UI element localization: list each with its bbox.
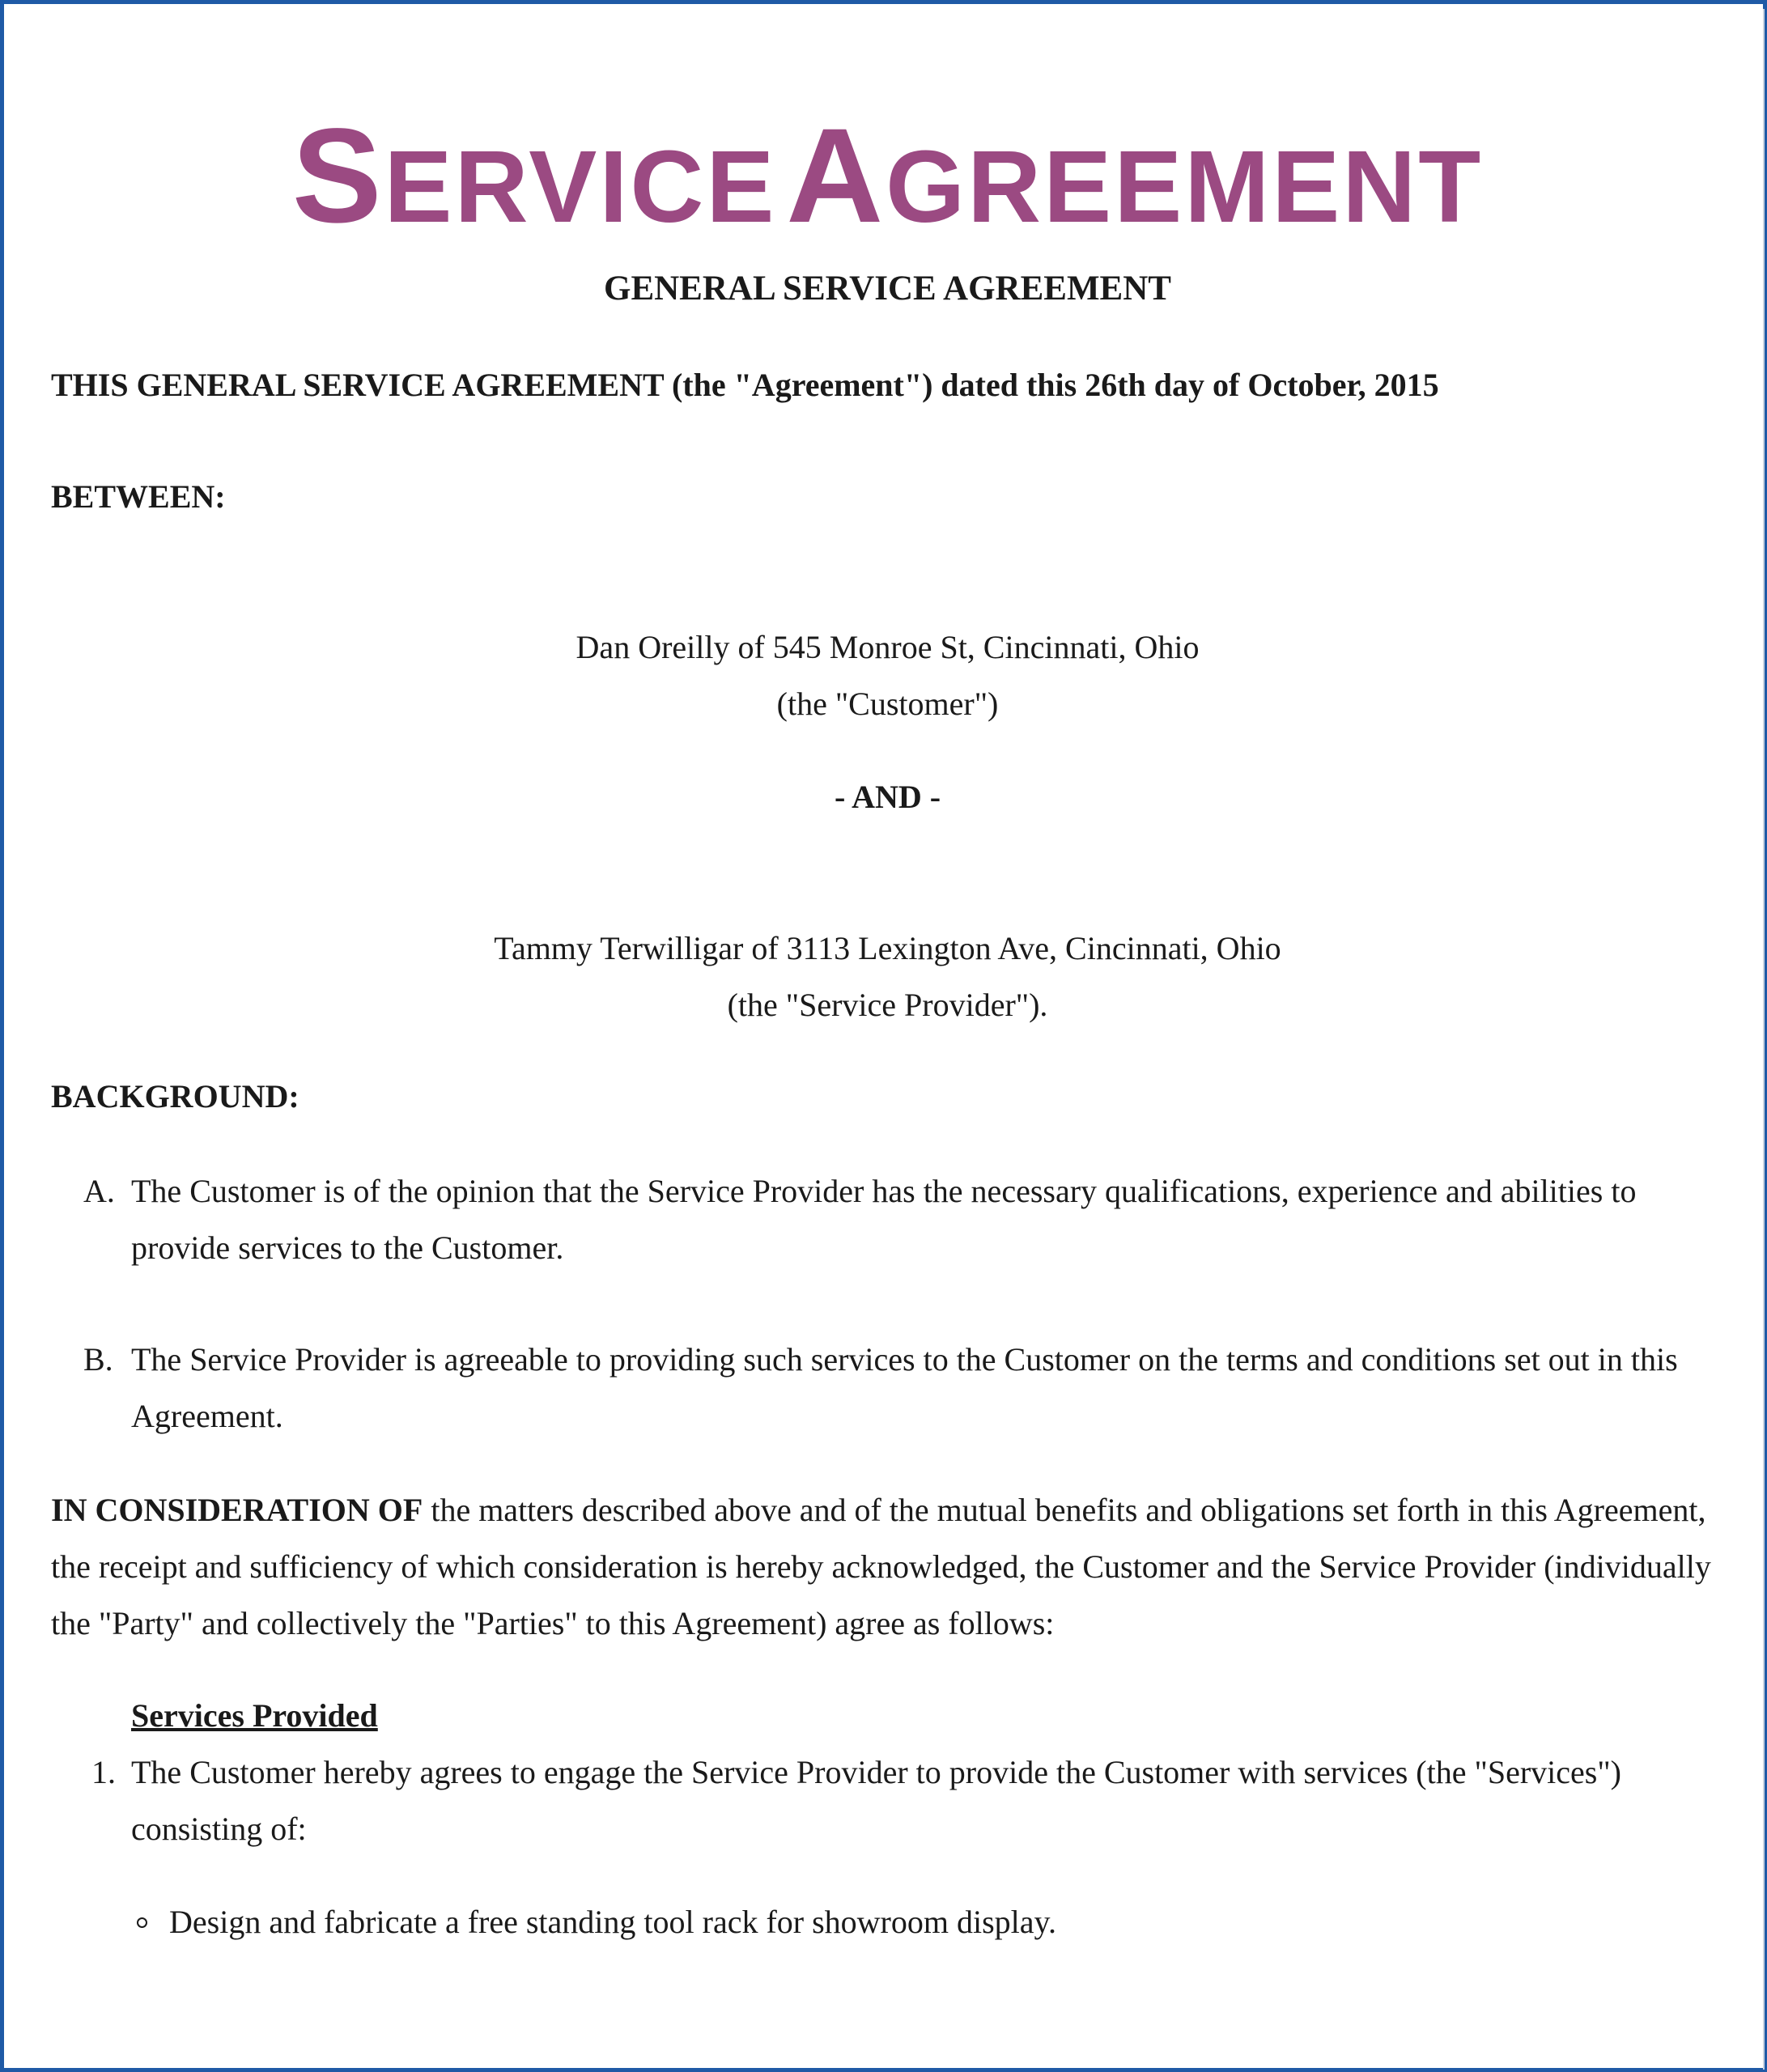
numbered-item-1-marker: 1. [91,1754,116,1790]
numbered-item-1-line2: consisting of: [131,1811,307,1847]
document-title [4,101,1767,251]
background-item-b-marker: B. [83,1341,113,1378]
background-item-a-line1: The Customer is of the opinion that the Service Provider has the necessary qualifications, experience and abilities to [131,1173,1637,1209]
title-word-service: ERVICE [384,130,777,244]
provider-line: Tammy Terwilligar of 3113 Lexington Ave, Cincinnati, Ohio [494,930,1281,966]
consideration-line1 [51,1482,1705,1539]
and-separator: - AND - [834,779,941,815]
customer-role: (the "Customer") [776,686,999,722]
intro-paragraph: THIS GENERAL SERVICE AGREEMENT (the "Agreement") dated this 26th day of October, 2015 [51,367,1439,403]
title-word-agreement: GREEMENT [886,130,1484,244]
title-initial-a: A [786,101,886,251]
hollow-bullet-icon [137,1917,147,1928]
title-initial-s: S [291,101,384,251]
customer-line: Dan Oreilly of 545 Monroe St, Cincinnati, Ohio [576,629,1200,665]
document-subtitle: GENERAL SERVICE AGREEMENT [604,270,1171,308]
background-item-b-line2: Agreement. [131,1398,283,1434]
service-list-item: Design and fabricate a free standing tool rack for showroom display. [169,1904,1056,1940]
numbered-item-1-line1: The Customer hereby agrees to engage the Service Provider to provide the Customer with services (the "Services") [131,1754,1621,1790]
background-item-b-line1: The Service Provider is agreeable to providing such services to the Customer on the terms and conditions set out in this [131,1341,1678,1378]
provider-role: (the "Service Provider"). [727,987,1048,1023]
section-heading-services-provided: Services Provided [131,1697,378,1734]
consideration-line2: the receipt and sufficiency of which consideration is hereby acknowledged, the Customer and the Service Provider (individually [51,1548,1711,1585]
between-heading: BETWEEN: [51,478,226,515]
background-item-a-marker: A. [83,1173,115,1209]
consideration-line3: the "Party" and collectively the "Parties" to this Agreement) agree as follows: [51,1605,1055,1641]
consideration-lead: IN CONSIDERATION OF [51,1492,423,1528]
consideration-line1-rest: the matters described above and of the mutual benefits and obligations set forth in this Agreement, [423,1492,1706,1528]
background-item-a-line2: provide services to the Customer. [131,1229,564,1266]
background-heading: BACKGROUND: [51,1078,299,1115]
